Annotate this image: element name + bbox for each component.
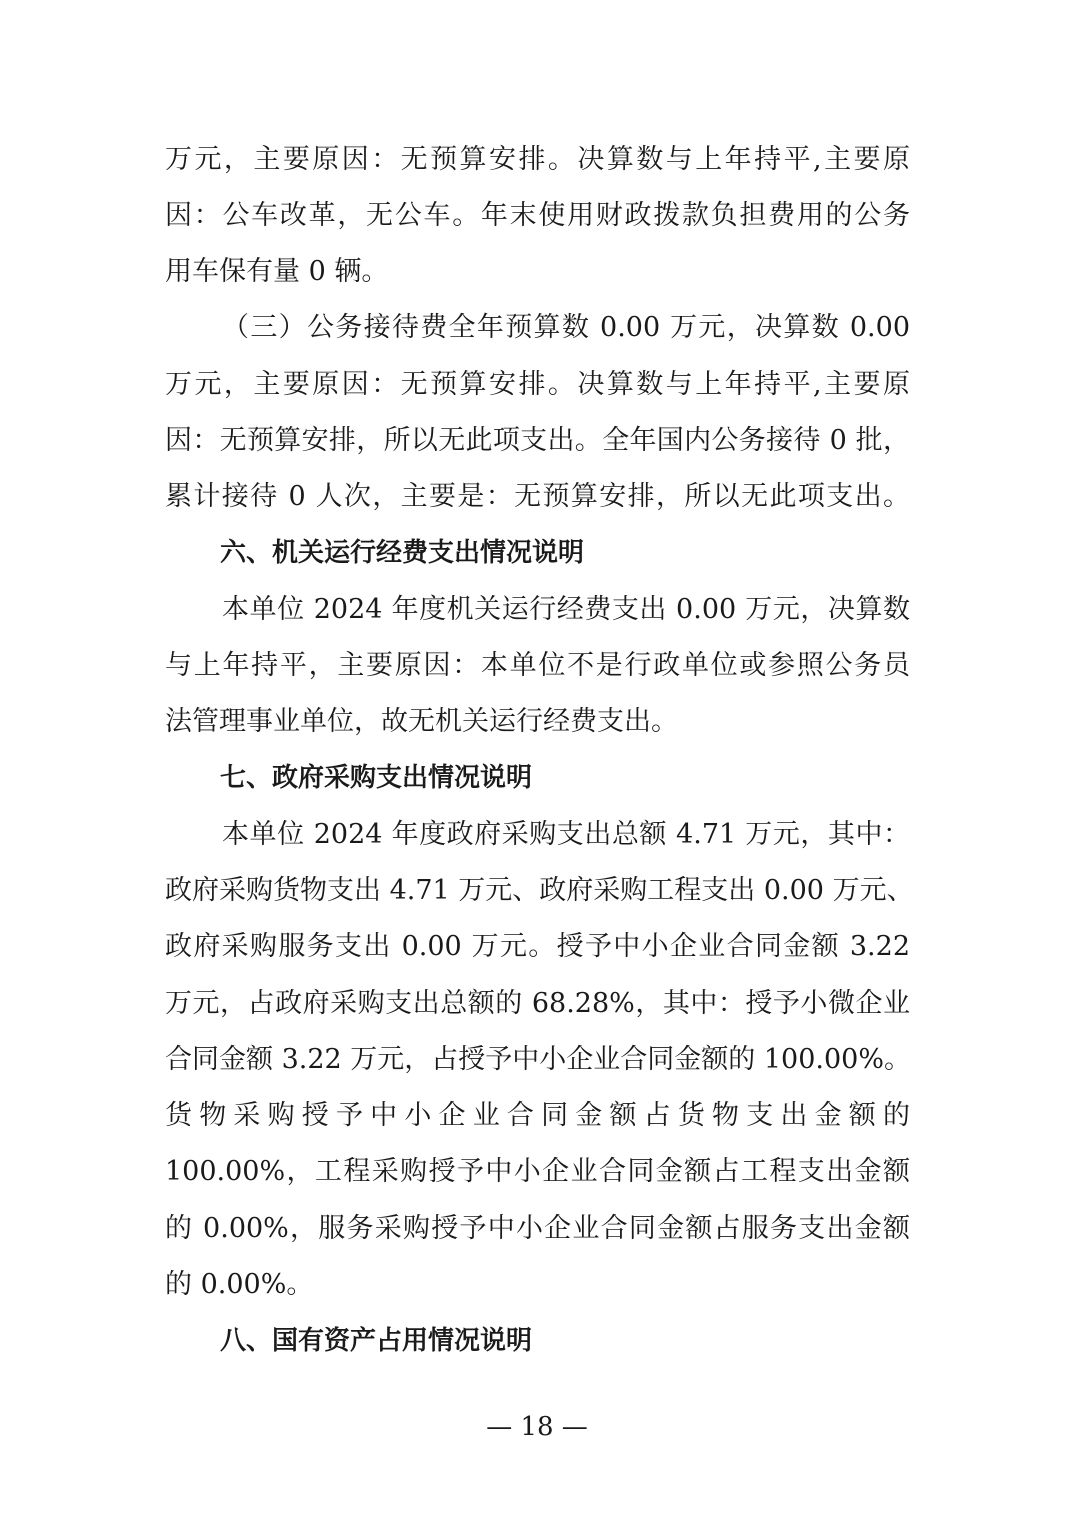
text-line: 政府采购货物支出 4.71 万元、政府采购工程支出 0.00 万元、: [165, 875, 914, 906]
text-line: 因：公车改革，无公车。年末使用财政拨款负担费用的公务: [165, 200, 910, 231]
text-line: 的 0.00%。: [165, 1269, 314, 1300]
section-heading: 六、机关运行经费支出情况说明: [220, 538, 585, 568]
section-heading: 八、国有资产占用情况说明: [220, 1326, 533, 1356]
text-line: 万元，主要原因：无预算安排。决算数与上年持平,主要原: [165, 144, 910, 175]
text-line: 法管理事业单位，故无机关运行经费支出。: [165, 706, 678, 737]
text-line: 本单位 2024 年度机关运行经费支出 0.00 万元，决算数: [222, 594, 910, 625]
text-line: 万元，占政府采购支出总额的 68.28%，其中：授予小微企业: [165, 988, 910, 1019]
text-line: 本单位 2024 年度政府采购支出总额 4.71 万元，其中：: [222, 819, 910, 850]
text-line: 货物采购授予中小企业合同金额占货物支出金额的: [165, 1100, 910, 1131]
section-heading: 七、政府采购支出情况说明: [220, 763, 533, 793]
text-line: 与上年持平，主要原因：本单位不是行政单位或参照公务员: [165, 650, 910, 681]
text-line: 的 0.00%，服务采购授予中小企业合同金额占服务支出金额: [165, 1213, 910, 1244]
text-line: 用车保有量 0 辆。: [165, 256, 389, 287]
page-number: — 18 —: [486, 1412, 588, 1442]
text-line: 政府采购服务支出 0.00 万元。授予中小企业合同金额 3.22: [165, 931, 910, 962]
text-line: 万元，主要原因：无预算安排。决算数与上年持平,主要原: [165, 369, 910, 400]
text-line: 累计接待 0 人次，主要是：无预算安排，所以无此项支出。: [165, 481, 910, 512]
text-line: （三）公务接待费全年预算数 0.00 万元，决算数 0.00: [222, 312, 910, 343]
text-line: 因：无预算安排，所以无此项支出。全年国内公务接待 0 批，: [165, 425, 910, 456]
text-line: 合同金额 3.22 万元，占授予中小企业合同金额的 100.00%。: [165, 1044, 911, 1075]
text-line: 100.00%，工程采购授予中小企业合同金额占工程支出金额: [165, 1156, 910, 1187]
